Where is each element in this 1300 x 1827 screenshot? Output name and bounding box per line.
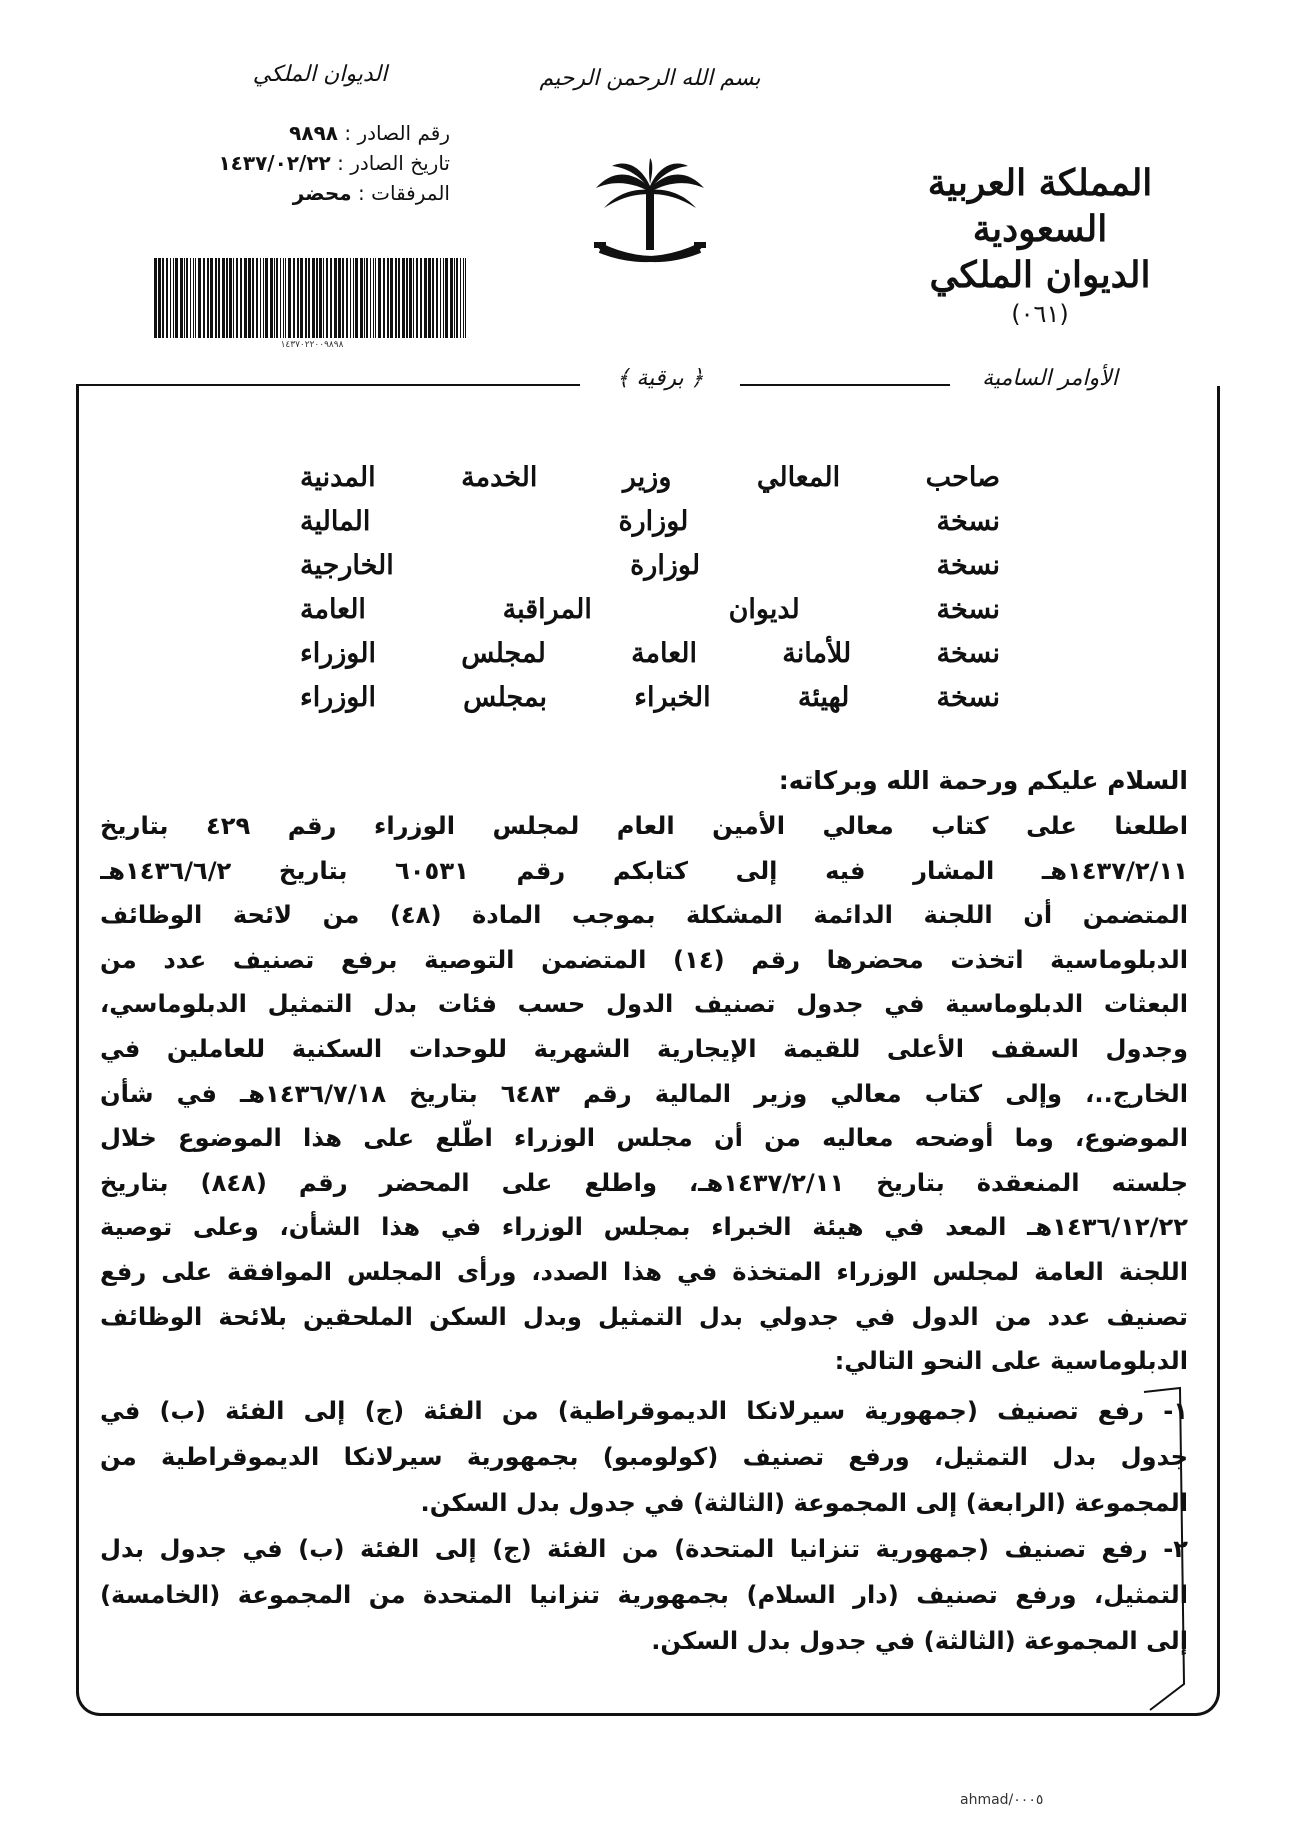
issue-date-row <box>150 148 450 178</box>
issue-number-value: ٩٨٩٨ <box>289 121 338 145</box>
greeting-line: السلام عليكم ورحمة الله وبركاته: <box>778 766 1188 795</box>
issue-date-label: تاريخ الصادر : <box>337 151 450 175</box>
recipient-line: نسخة لديوان المراقبة العامة <box>300 594 1000 625</box>
telegram-label: ﴿ برقية ﴾ <box>580 366 740 391</box>
body-line: ١٤٣٧/٢/١١هـ المشار فيه إلى كتابكم رقم ٦٠٥٣١ بتاريخ ١٤٣٦/٦/٢هـ <box>100 856 1188 885</box>
body-line: اللجنة العامة لمجلس الوزراء المتخذة في هذا الصدد، ورأى المجلس الموافقة على رفع <box>100 1257 1188 1286</box>
recipients-list <box>300 456 1000 720</box>
item-line: إلى المجموعة (الثالثة) في جدول بدل السكن. <box>651 1627 1188 1655</box>
kingdom-title-block <box>880 160 1200 298</box>
issue-info-block <box>150 118 450 208</box>
body-line: الموضوع، وما أوضحه معاليه من أن مجلس الوزراء اطّلع على هذا الموضوع خلال <box>100 1124 1188 1153</box>
item-line: ٢- رفع تصنيف (جمهورية تنزانيا المتحدة) من الفئة (ج) إلى الفئة (ب) في جدول بدل <box>100 1535 1188 1563</box>
body-line: وجدول السقف الأعلى للقيمة الإيجارية الشهرية للوحدات السكنية للعاملين في <box>100 1034 1188 1063</box>
item-line: التمثيل، ورفع تصنيف (دار السلام) بجمهورية تنزانيا المتحدة من المجموعة (الخامسة) <box>100 1581 1188 1609</box>
issue-date-value: ١٤٣٧/٠٢/٢٢ <box>218 151 331 175</box>
item-line: المجموعة (الرابعة) إلى المجموعة (الثالثة) في جدول بدل السكن. <box>420 1489 1188 1517</box>
decision-item-2 <box>100 1526 1188 1664</box>
body-line: تصنيف عدد من الدول في جدولي بدل التمثيل وبدل السكن الملحقين بلائحة الوظائف <box>100 1302 1188 1331</box>
body-line: ١٤٣٦/١٢/٢٢هـ المعد في هيئة الخبراء بمجلس الوزراء في هذا الشأن، وعلى توصية <box>100 1213 1188 1242</box>
recipient-line: نسخة لوزارة الخارجية <box>300 550 1000 581</box>
basmala-header: بسم الله الرحمن الرحيم <box>539 66 761 91</box>
margin-bracket-mark <box>1140 1384 1210 1714</box>
body-line: البعثات الدبلوماسية في جدول تصنيف الدول حسب فئات بدل التمثيل الدبلوماسي، <box>100 990 1188 1019</box>
attachments-value: محضر <box>292 181 352 205</box>
decision-item-1 <box>100 1388 1188 1526</box>
palm-and-swords-emblem-icon <box>590 158 710 288</box>
recipient-line: نسخة لوزارة المالية <box>300 506 1000 537</box>
kingdom-name: المملكة العربية السعودية <box>927 162 1153 250</box>
issue-number-row <box>150 118 450 148</box>
letter-body <box>100 804 1188 1384</box>
office-number: (٠٦١) <box>1011 300 1069 328</box>
attachments-row <box>150 178 450 208</box>
item-line: جدول بدل التمثيل، ورفع تصنيف (كولومبو) بجمهورية سيرلانكا الديموقراطية من <box>100 1443 1188 1471</box>
body-line: المتضمن أن اللجنة الدائمة المشكلة بموجب المادة (٤٨) من لائحة الوظائف <box>100 901 1188 930</box>
body-line: جلسته المنعقدة بتاريخ ١٤٣٧/٢/١١هـ، واطلع على المحضر رقم (٨٤٨) بتاريخ <box>100 1168 1188 1197</box>
royal-court-name: الديوان الملكي <box>929 254 1151 296</box>
recipient-line: نسخة للأمانة العامة لمجلس الوزراء <box>300 638 1000 669</box>
footer-reference: ahmad/٠٠٠٥ <box>960 1792 1044 1808</box>
attachments-label: المرفقات : <box>358 181 450 205</box>
body-line: الدبلوماسية على النحو التالي: <box>834 1347 1188 1376</box>
royal-court-title-small: الديوان الملكي <box>252 62 388 87</box>
recipient-line: صاحب المعالي وزير الخدمة المدنية <box>300 462 1000 493</box>
barcode-icon <box>152 258 472 344</box>
issue-number-label: رقم الصادر : <box>344 121 450 145</box>
body-line: الدبلوماسية اتخذت محضرها رقم (١٤) المتضمن التوصية برفع تصنيف عدد من <box>100 945 1188 974</box>
body-line: اطلعنا على كتاب معالي الأمين العام لمجلس الوزراء رقم ٤٢٩ بتاريخ <box>100 812 1188 840</box>
recipient-line: نسخة لهيئة الخبراء بمجلس الوزراء <box>300 682 1000 713</box>
royal-orders-label: الأوامر السامية <box>950 366 1150 391</box>
item-line: ١- رفع تصنيف (جمهورية سيرلانكا الديموقراطية) من الفئة (ج) إلى الفئة (ب) في <box>100 1397 1188 1425</box>
body-line: الخارج..، وإلى كتاب معالي وزير المالية رقم ٦٤٨٣ بتاريخ ١٤٣٦/٧/١٨هـ في شأن <box>100 1079 1188 1108</box>
barcode-digits: ١٤٣٧٠٢٢٠٠٩٨٩٨ <box>280 340 344 350</box>
decision-items <box>100 1388 1188 1664</box>
